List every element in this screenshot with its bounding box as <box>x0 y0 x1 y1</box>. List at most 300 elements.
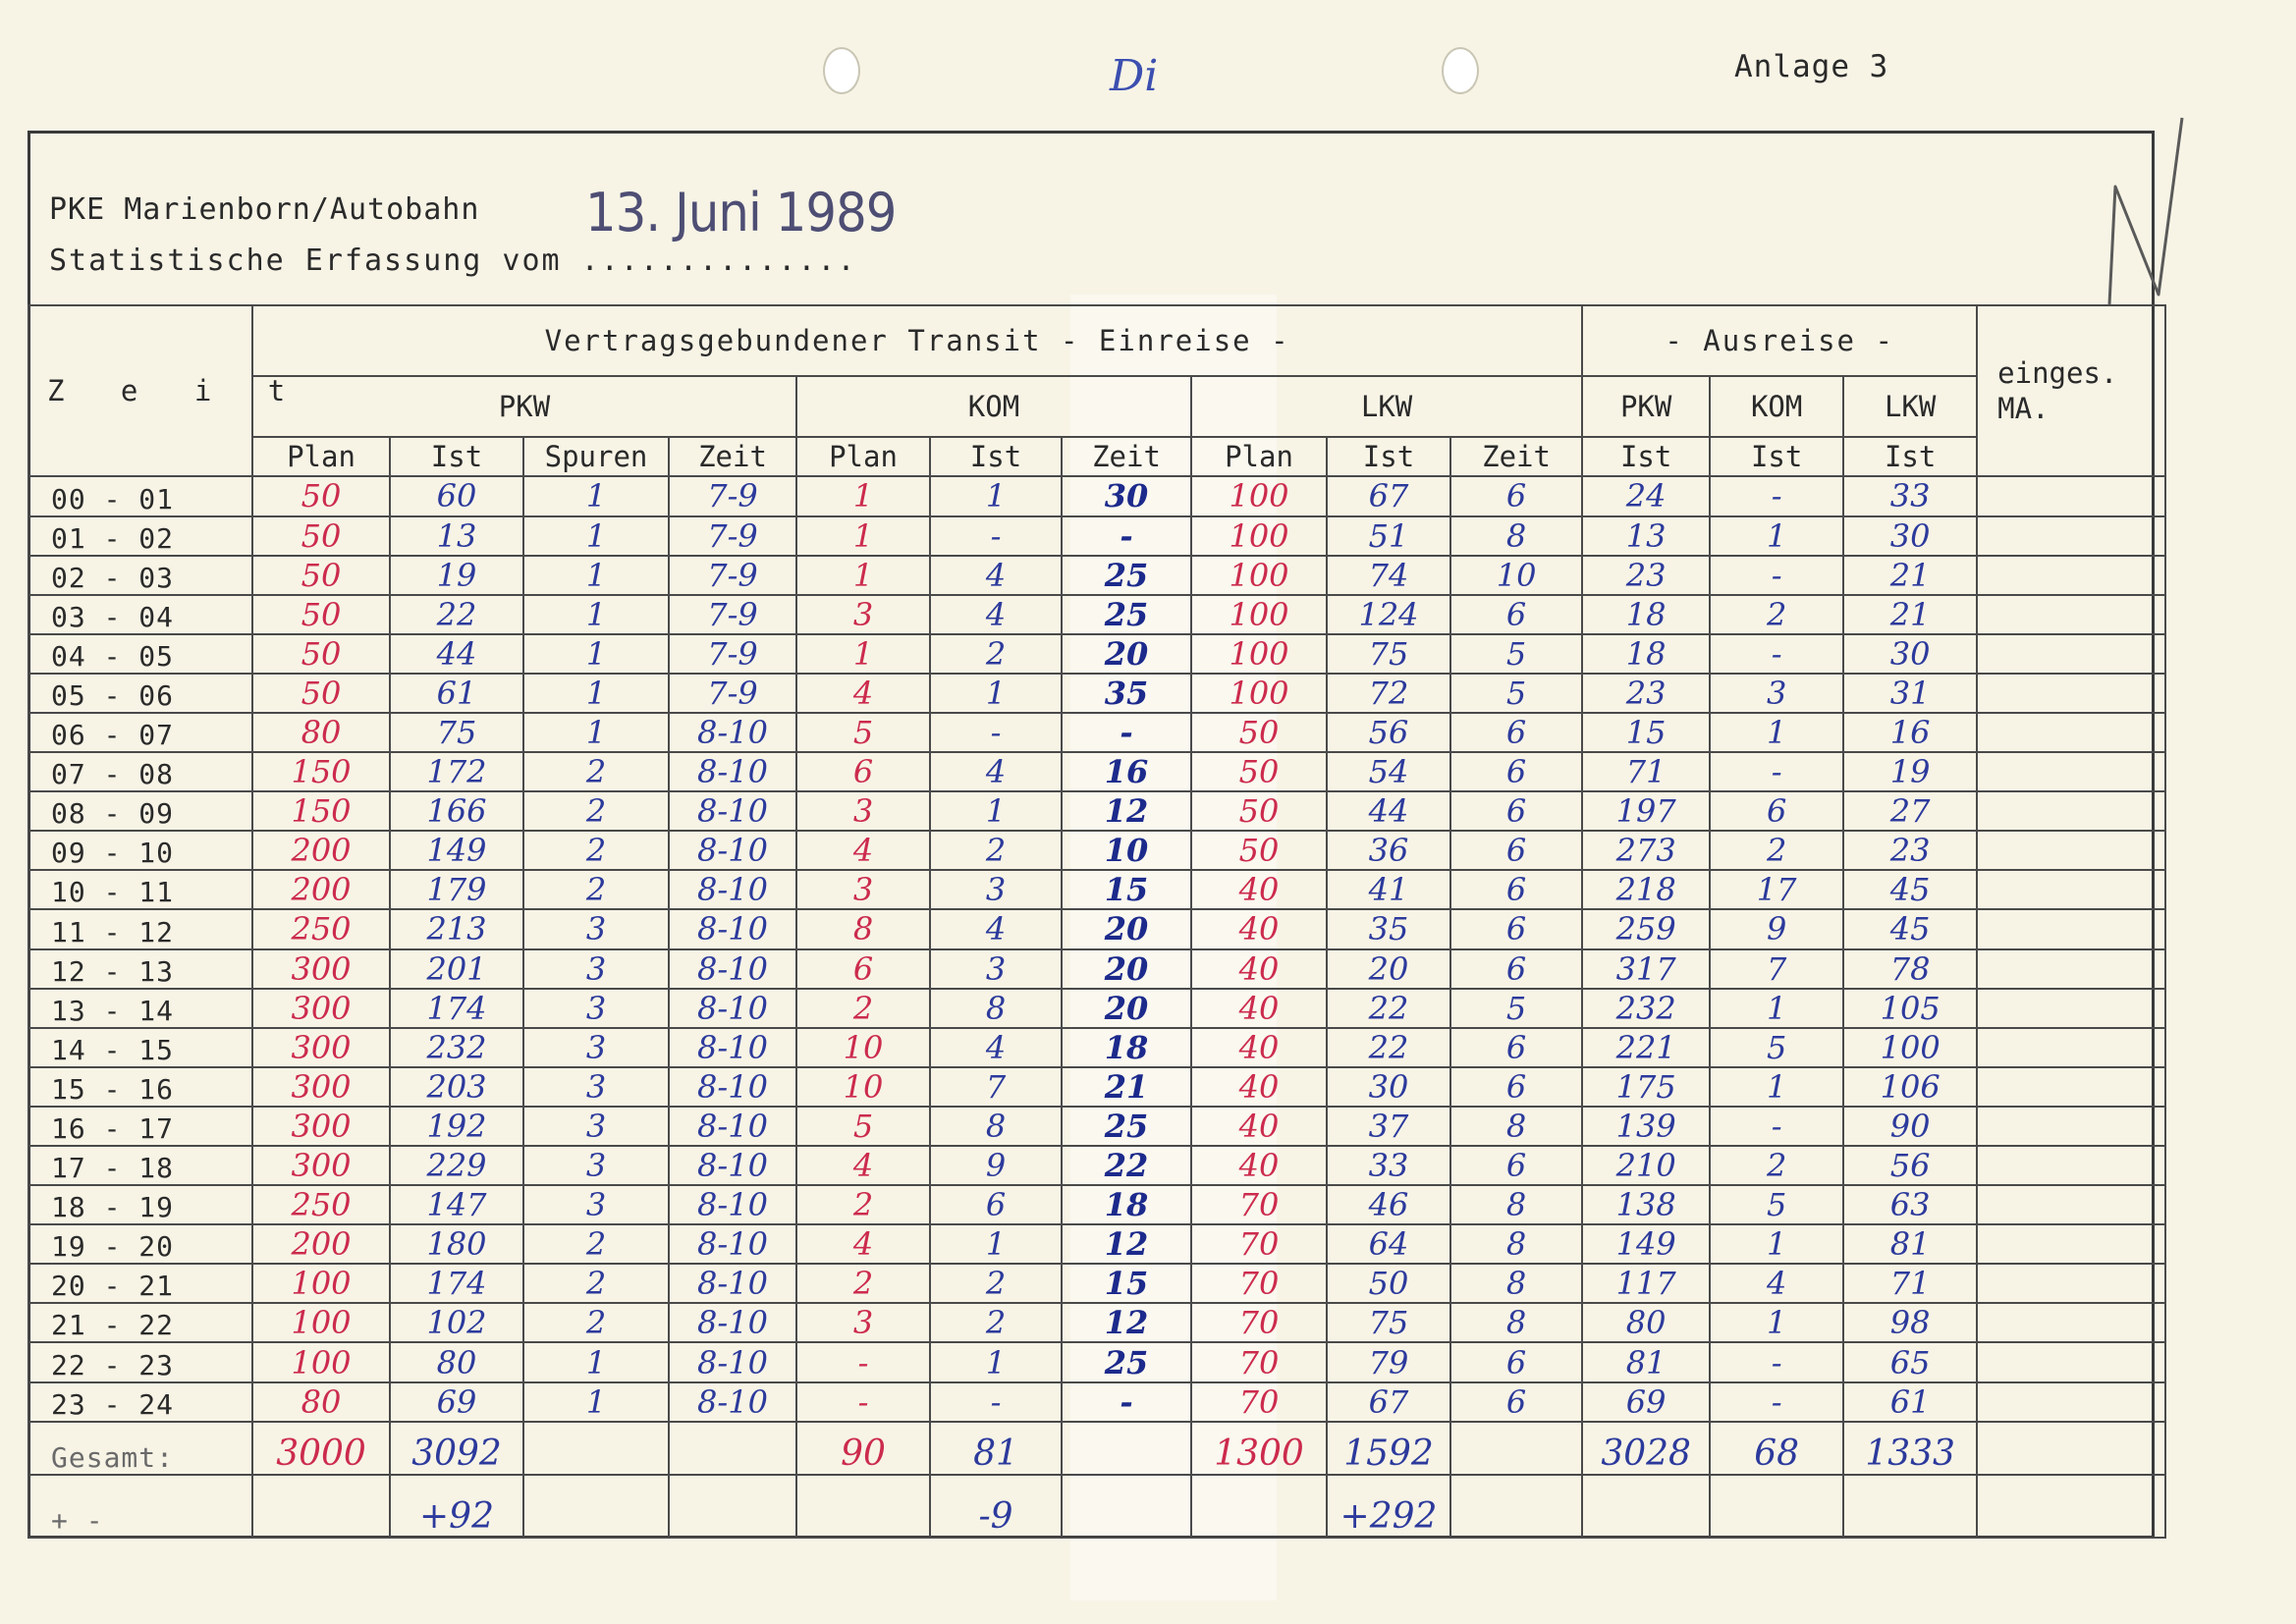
header-kom-ist: Ist <box>930 437 1062 476</box>
kom-plan: - <box>796 1382 930 1422</box>
out-pkw-ist: 23 <box>1582 556 1710 595</box>
out-kom-ist: - <box>1710 1342 1843 1381</box>
kom-zeit: 20 <box>1062 909 1191 948</box>
pkw-plan: 100 <box>252 1342 390 1381</box>
kom-zeit: 30 <box>1062 476 1191 515</box>
lkw-plan: 40 <box>1191 989 1327 1028</box>
lkw-zeit: 6 <box>1450 1028 1582 1067</box>
header-out-pkw-ist: Ist <box>1582 437 1710 476</box>
pkw-spuren: 1 <box>523 476 669 515</box>
total-empty <box>1450 1422 1582 1475</box>
diff-empty <box>523 1475 669 1538</box>
kom-ist: 4 <box>930 595 1062 634</box>
lkw-zeit: 6 <box>1450 1067 1582 1107</box>
out-pkw-ist: 210 <box>1582 1146 1710 1185</box>
time-cell: 19 - 20 <box>28 1224 252 1264</box>
kom-plan: 1 <box>796 516 930 556</box>
out-pkw-ist: 138 <box>1582 1185 1710 1224</box>
table-row <box>28 1028 2165 1067</box>
pkw-spuren: 1 <box>523 516 669 556</box>
pkw-plan: 50 <box>252 674 390 713</box>
einges-ma-cell <box>1977 1185 2165 1224</box>
header-pkw-ist: Ist <box>390 437 523 476</box>
pkw-plan: 300 <box>252 1146 390 1185</box>
table-row <box>28 1382 2165 1422</box>
pkw-ist: 229 <box>390 1146 523 1185</box>
pkw-spuren: 3 <box>523 1107 669 1146</box>
table-row <box>28 752 2165 791</box>
pkw-spuren: 3 <box>523 1146 669 1185</box>
lkw-zeit: 8 <box>1450 1224 1582 1264</box>
lkw-plan: 100 <box>1191 595 1327 634</box>
einges-ma-cell <box>1977 1342 2165 1381</box>
out-pkw-ist: 139 <box>1582 1107 1710 1146</box>
total-pkw-ist: 3092 <box>390 1422 523 1475</box>
diff-empty <box>252 1475 390 1538</box>
pkw-spuren: 1 <box>523 713 669 752</box>
einges-ma-cell <box>1977 1107 2165 1146</box>
lkw-zeit: 6 <box>1450 909 1582 948</box>
out-kom-ist: - <box>1710 634 1843 674</box>
kom-plan: 4 <box>796 1224 930 1264</box>
kom-ist: 4 <box>930 1028 1062 1067</box>
einges-ma-cell <box>1977 713 2165 752</box>
header-zeit: Z e i t <box>28 305 252 476</box>
out-kom-ist: 1 <box>1710 516 1843 556</box>
lkw-plan: 40 <box>1191 1028 1327 1067</box>
lkw-zeit: 8 <box>1450 1264 1582 1303</box>
diff-empty <box>1977 1475 2165 1538</box>
diff-empty <box>1450 1475 1582 1538</box>
kom-plan: 5 <box>796 1107 930 1146</box>
pkw-zeit: 7-9 <box>669 516 796 556</box>
pkw-spuren: 1 <box>523 634 669 674</box>
pkw-plan: 50 <box>252 634 390 674</box>
diff-empty <box>1062 1475 1191 1538</box>
lkw-ist: 46 <box>1327 1185 1450 1224</box>
lkw-plan: 100 <box>1191 634 1327 674</box>
out-pkw-ist: 15 <box>1582 713 1710 752</box>
out-kom-ist: 3 <box>1710 674 1843 713</box>
time-cell: 18 - 19 <box>28 1185 252 1224</box>
time-cell: 03 - 04 <box>28 595 252 634</box>
out-lkw-ist: 90 <box>1843 1107 1977 1146</box>
pkw-spuren: 3 <box>523 909 669 948</box>
kom-ist: 7 <box>930 1067 1062 1107</box>
out-lkw-ist: 30 <box>1843 516 1977 556</box>
lkw-ist: 64 <box>1327 1224 1450 1264</box>
pkw-zeit: 8-10 <box>669 1224 796 1264</box>
pkw-plan: 150 <box>252 752 390 791</box>
header-pkw: PKW <box>252 376 796 437</box>
diff-empty <box>1710 1475 1843 1538</box>
lkw-zeit: 8 <box>1450 516 1582 556</box>
pkw-plan: 50 <box>252 476 390 515</box>
out-kom-ist: 1 <box>1710 1067 1843 1107</box>
out-kom-ist: 7 <box>1710 949 1843 989</box>
kom-plan: 6 <box>796 752 930 791</box>
kom-zeit: 25 <box>1062 1342 1191 1381</box>
out-kom-ist: 1 <box>1710 713 1843 752</box>
kom-plan: - <box>796 1342 930 1381</box>
out-kom-ist: 5 <box>1710 1028 1843 1067</box>
header-out-kom-ist: Ist <box>1710 437 1843 476</box>
pkw-ist: 61 <box>390 674 523 713</box>
out-lkw-ist: 65 <box>1843 1342 1977 1381</box>
total-label: Gesamt: <box>28 1422 252 1475</box>
lkw-ist: 36 <box>1327 831 1450 870</box>
pkw-spuren: 2 <box>523 1303 669 1342</box>
pkw-ist: 75 <box>390 713 523 752</box>
lkw-zeit: 6 <box>1450 1342 1582 1381</box>
pkw-spuren: 1 <box>523 674 669 713</box>
lkw-plan: 100 <box>1191 674 1327 713</box>
lkw-ist: 37 <box>1327 1107 1450 1146</box>
lkw-ist: 56 <box>1327 713 1450 752</box>
pkw-plan: 50 <box>252 516 390 556</box>
table-row <box>28 595 2165 634</box>
pkw-ist: 44 <box>390 634 523 674</box>
pkw-plan: 300 <box>252 949 390 989</box>
total-out-lkw: 1333 <box>1843 1422 1977 1475</box>
kom-ist: 2 <box>930 1303 1062 1342</box>
time-cell: 09 - 10 <box>28 831 252 870</box>
pkw-plan: 200 <box>252 831 390 870</box>
lkw-plan: 100 <box>1191 556 1327 595</box>
lkw-ist: 22 <box>1327 989 1450 1028</box>
diff-empty <box>669 1475 796 1538</box>
out-pkw-ist: 117 <box>1582 1264 1710 1303</box>
out-pkw-ist: 80 <box>1582 1303 1710 1342</box>
lkw-ist: 35 <box>1327 909 1450 948</box>
lkw-plan: 70 <box>1191 1382 1327 1422</box>
pkw-ist: 174 <box>390 1264 523 1303</box>
pkw-zeit: 8-10 <box>669 949 796 989</box>
time-cell: 15 - 16 <box>28 1067 252 1107</box>
pkw-zeit: 8-10 <box>669 831 796 870</box>
pkw-spuren: 1 <box>523 595 669 634</box>
out-pkw-ist: 18 <box>1582 595 1710 634</box>
lkw-ist: 20 <box>1327 949 1450 989</box>
header-kom: KOM <box>796 376 1191 437</box>
einges-ma-cell <box>1977 634 2165 674</box>
pkw-zeit: 8-10 <box>669 1185 796 1224</box>
out-pkw-ist: 18 <box>1582 634 1710 674</box>
out-lkw-ist: 61 <box>1843 1382 1977 1422</box>
pkw-spuren: 1 <box>523 556 669 595</box>
time-cell: 22 - 23 <box>28 1342 252 1381</box>
kom-zeit: - <box>1062 516 1191 556</box>
diff-kom-ist: -9 <box>930 1475 1062 1538</box>
einges-ma-cell <box>1977 516 2165 556</box>
pkw-ist: 13 <box>390 516 523 556</box>
kom-zeit: 25 <box>1062 556 1191 595</box>
kom-plan: 4 <box>796 674 930 713</box>
lkw-plan: 50 <box>1191 791 1327 831</box>
time-cell: 04 - 05 <box>28 634 252 674</box>
lkw-ist: 67 <box>1327 476 1450 515</box>
lkw-zeit: 5 <box>1450 989 1582 1028</box>
diff-label: + - <box>28 1475 252 1538</box>
pkw-spuren: 2 <box>523 831 669 870</box>
pkw-ist: 179 <box>390 870 523 909</box>
pkw-zeit: 8-10 <box>669 1264 796 1303</box>
einges-ma-cell <box>1977 870 2165 909</box>
pkw-ist: 174 <box>390 989 523 1028</box>
table-row <box>28 1185 2165 1224</box>
time-cell: 05 - 06 <box>28 674 252 713</box>
header-out-lkw: LKW <box>1843 376 1977 437</box>
kom-zeit: 18 <box>1062 1028 1191 1067</box>
table-row <box>28 870 2165 909</box>
lkw-zeit: 6 <box>1450 1382 1582 1422</box>
kom-plan: 1 <box>796 556 930 595</box>
out-lkw-ist: 106 <box>1843 1067 1977 1107</box>
kom-zeit: 15 <box>1062 870 1191 909</box>
out-lkw-ist: 56 <box>1843 1146 1977 1185</box>
out-kom-ist: 1 <box>1710 989 1843 1028</box>
pkw-spuren: 2 <box>523 752 669 791</box>
pkw-plan: 300 <box>252 1067 390 1107</box>
kom-ist: 1 <box>930 1224 1062 1264</box>
kom-ist: - <box>930 713 1062 752</box>
pkw-ist: 60 <box>390 476 523 515</box>
einges-ma-cell <box>1977 1224 2165 1264</box>
pkw-spuren: 2 <box>523 870 669 909</box>
table-row <box>28 1264 2165 1303</box>
out-pkw-ist: 197 <box>1582 791 1710 831</box>
pkw-zeit: 7-9 <box>669 634 796 674</box>
lkw-ist: 41 <box>1327 870 1450 909</box>
out-kom-ist: - <box>1710 1107 1843 1146</box>
lkw-zeit: 6 <box>1450 1146 1582 1185</box>
diff-empty <box>796 1475 930 1538</box>
table-row <box>28 1303 2165 1342</box>
time-cell: 08 - 09 <box>28 791 252 831</box>
pkw-plan: 300 <box>252 1107 390 1146</box>
pkw-zeit: 8-10 <box>669 752 796 791</box>
lkw-plan: 70 <box>1191 1185 1327 1224</box>
pkw-zeit: 8-10 <box>669 1303 796 1342</box>
kom-ist: 4 <box>930 909 1062 948</box>
header-out-kom: KOM <box>1710 376 1843 437</box>
punch-hole-left <box>823 47 860 94</box>
total-empty <box>1977 1422 2165 1475</box>
einges-ma-cell <box>1977 1303 2165 1342</box>
einges-ma-cell <box>1977 556 2165 595</box>
lkw-ist: 75 <box>1327 634 1450 674</box>
pkw-spuren: 2 <box>523 1224 669 1264</box>
pkw-plan: 300 <box>252 989 390 1028</box>
pkw-zeit: 7-9 <box>669 595 796 634</box>
einges-ma-cell <box>1977 1264 2165 1303</box>
kom-zeit: 12 <box>1062 1224 1191 1264</box>
kom-ist: 1 <box>930 1342 1062 1381</box>
einges-ma-cell <box>1977 791 2165 831</box>
lkw-zeit: 6 <box>1450 831 1582 870</box>
diff-pkw-ist: +92 <box>390 1475 523 1538</box>
pkw-ist: 213 <box>390 909 523 948</box>
check-mark-icon <box>2102 108 2190 324</box>
lkw-zeit: 10 <box>1450 556 1582 595</box>
kom-ist: 8 <box>930 989 1062 1028</box>
lkw-zeit: 5 <box>1450 674 1582 713</box>
lkw-plan: 50 <box>1191 713 1327 752</box>
total-empty <box>523 1422 669 1475</box>
lkw-zeit: 6 <box>1450 870 1582 909</box>
out-lkw-ist: 45 <box>1843 870 1977 909</box>
out-pkw-ist: 259 <box>1582 909 1710 948</box>
pkw-ist: 102 <box>390 1303 523 1342</box>
pkw-zeit: 8-10 <box>669 791 796 831</box>
out-pkw-ist: 232 <box>1582 989 1710 1028</box>
lkw-zeit: 6 <box>1450 713 1582 752</box>
lkw-zeit: 6 <box>1450 752 1582 791</box>
pkw-spuren: 1 <box>523 1342 669 1381</box>
pkw-plan: 50 <box>252 595 390 634</box>
out-pkw-ist: 23 <box>1582 674 1710 713</box>
pkw-zeit: 8-10 <box>669 713 796 752</box>
lkw-plan: 50 <box>1191 752 1327 791</box>
diff-lkw-ist: +292 <box>1327 1475 1450 1538</box>
table-row <box>28 674 2165 713</box>
lkw-ist: 124 <box>1327 595 1450 634</box>
lkw-plan: 40 <box>1191 1067 1327 1107</box>
table-row <box>28 634 2165 674</box>
kom-zeit: 20 <box>1062 634 1191 674</box>
kom-plan: 2 <box>796 1185 930 1224</box>
einges-ma-cell <box>1977 909 2165 948</box>
pkw-plan: 100 <box>252 1303 390 1342</box>
einges-ma-cell <box>1977 476 2165 515</box>
total-out-kom: 68 <box>1710 1422 1843 1475</box>
lkw-ist: 30 <box>1327 1067 1450 1107</box>
pkw-plan: 300 <box>252 1028 390 1067</box>
pkw-spuren: 1 <box>523 1382 669 1422</box>
kom-ist: 2 <box>930 1264 1062 1303</box>
out-kom-ist: 1 <box>1710 1224 1843 1264</box>
kom-zeit: 22 <box>1062 1146 1191 1185</box>
pkw-plan: 80 <box>252 713 390 752</box>
kom-ist: 2 <box>930 831 1062 870</box>
out-pkw-ist: 71 <box>1582 752 1710 791</box>
header-lkw-plan: Plan <box>1191 437 1327 476</box>
time-cell: 23 - 24 <box>28 1382 252 1422</box>
lkw-plan: 70 <box>1191 1264 1327 1303</box>
kom-ist: 1 <box>930 791 1062 831</box>
table-row <box>28 949 2165 989</box>
out-lkw-ist: 98 <box>1843 1303 1977 1342</box>
table-row <box>28 476 2165 515</box>
pkw-ist: 232 <box>390 1028 523 1067</box>
header-ausreise: - Ausreise - <box>1582 305 1977 376</box>
kom-plan: 1 <box>796 476 930 515</box>
out-lkw-ist: 105 <box>1843 989 1977 1028</box>
time-cell: 11 - 12 <box>28 909 252 948</box>
time-cell: 16 - 17 <box>28 1107 252 1146</box>
kom-zeit: - <box>1062 713 1191 752</box>
kom-zeit: - <box>1062 1382 1191 1422</box>
table-row <box>28 556 2165 595</box>
header-einreise: Vertragsgebundener Transit - Einreise - <box>252 305 1582 376</box>
header-kom-zeit: Zeit <box>1062 437 1191 476</box>
total-out-pkw: 3028 <box>1582 1422 1710 1475</box>
pkw-zeit: 8-10 <box>669 1382 796 1422</box>
kom-zeit: 16 <box>1062 752 1191 791</box>
time-cell: 02 - 03 <box>28 556 252 595</box>
pkw-ist: 80 <box>390 1342 523 1381</box>
table-row <box>28 1067 2165 1107</box>
kom-plan: 10 <box>796 1028 930 1067</box>
pkw-ist: 203 <box>390 1067 523 1107</box>
kom-plan: 1 <box>796 634 930 674</box>
lkw-ist: 44 <box>1327 791 1450 831</box>
kom-ist: 1 <box>930 674 1062 713</box>
header-pkw-spuren: Spuren <box>523 437 669 476</box>
diff-empty <box>1843 1475 1977 1538</box>
pkw-spuren: 3 <box>523 949 669 989</box>
kom-zeit: 15 <box>1062 1264 1191 1303</box>
einges-ma-cell <box>1977 949 2165 989</box>
out-lkw-ist: 21 <box>1843 556 1977 595</box>
kom-plan: 4 <box>796 831 930 870</box>
total-kom-plan: 90 <box>796 1422 930 1475</box>
pkw-spuren: 2 <box>523 791 669 831</box>
lkw-ist: 75 <box>1327 1303 1450 1342</box>
pkw-spuren: 3 <box>523 1028 669 1067</box>
total-empty <box>669 1422 796 1475</box>
lkw-plan: 70 <box>1191 1224 1327 1264</box>
pkw-plan: 50 <box>252 556 390 595</box>
einges-ma-cell <box>1977 1382 2165 1422</box>
lkw-ist: 54 <box>1327 752 1450 791</box>
total-lkw-ist: 1592 <box>1327 1422 1450 1475</box>
total-lkw-plan: 1300 <box>1191 1422 1327 1475</box>
kom-zeit: 35 <box>1062 674 1191 713</box>
out-pkw-ist: 69 <box>1582 1382 1710 1422</box>
lkw-ist: 51 <box>1327 516 1450 556</box>
pkw-ist: 149 <box>390 831 523 870</box>
lkw-ist: 72 <box>1327 674 1450 713</box>
out-pkw-ist: 175 <box>1582 1067 1710 1107</box>
pkw-zeit: 8-10 <box>669 1146 796 1185</box>
pkw-zeit: 7-9 <box>669 674 796 713</box>
header-lkw-zeit: Zeit <box>1450 437 1582 476</box>
total-pkw-plan: 3000 <box>252 1422 390 1475</box>
lkw-zeit: 6 <box>1450 791 1582 831</box>
out-lkw-ist: 27 <box>1843 791 1977 831</box>
table-row <box>28 1342 2165 1381</box>
kom-zeit: 20 <box>1062 949 1191 989</box>
pkw-zeit: 8-10 <box>669 1028 796 1067</box>
out-pkw-ist: 218 <box>1582 870 1710 909</box>
statistics-table <box>27 304 2166 1539</box>
header-einges-ma: einges. MA. <box>1977 305 2165 476</box>
lkw-ist: 67 <box>1327 1382 1450 1422</box>
out-kom-ist: 17 <box>1710 870 1843 909</box>
pkw-plan: 80 <box>252 1382 390 1422</box>
pkw-spuren: 2 <box>523 1264 669 1303</box>
out-lkw-ist: 33 <box>1843 476 1977 515</box>
pkw-zeit: 8-10 <box>669 909 796 948</box>
kom-plan: 3 <box>796 791 930 831</box>
total-empty <box>1062 1422 1191 1475</box>
kom-zeit: 25 <box>1062 595 1191 634</box>
time-cell: 13 - 14 <box>28 989 252 1028</box>
pkw-ist: 147 <box>390 1185 523 1224</box>
table-row <box>28 791 2165 831</box>
einges-ma-cell <box>1977 1067 2165 1107</box>
